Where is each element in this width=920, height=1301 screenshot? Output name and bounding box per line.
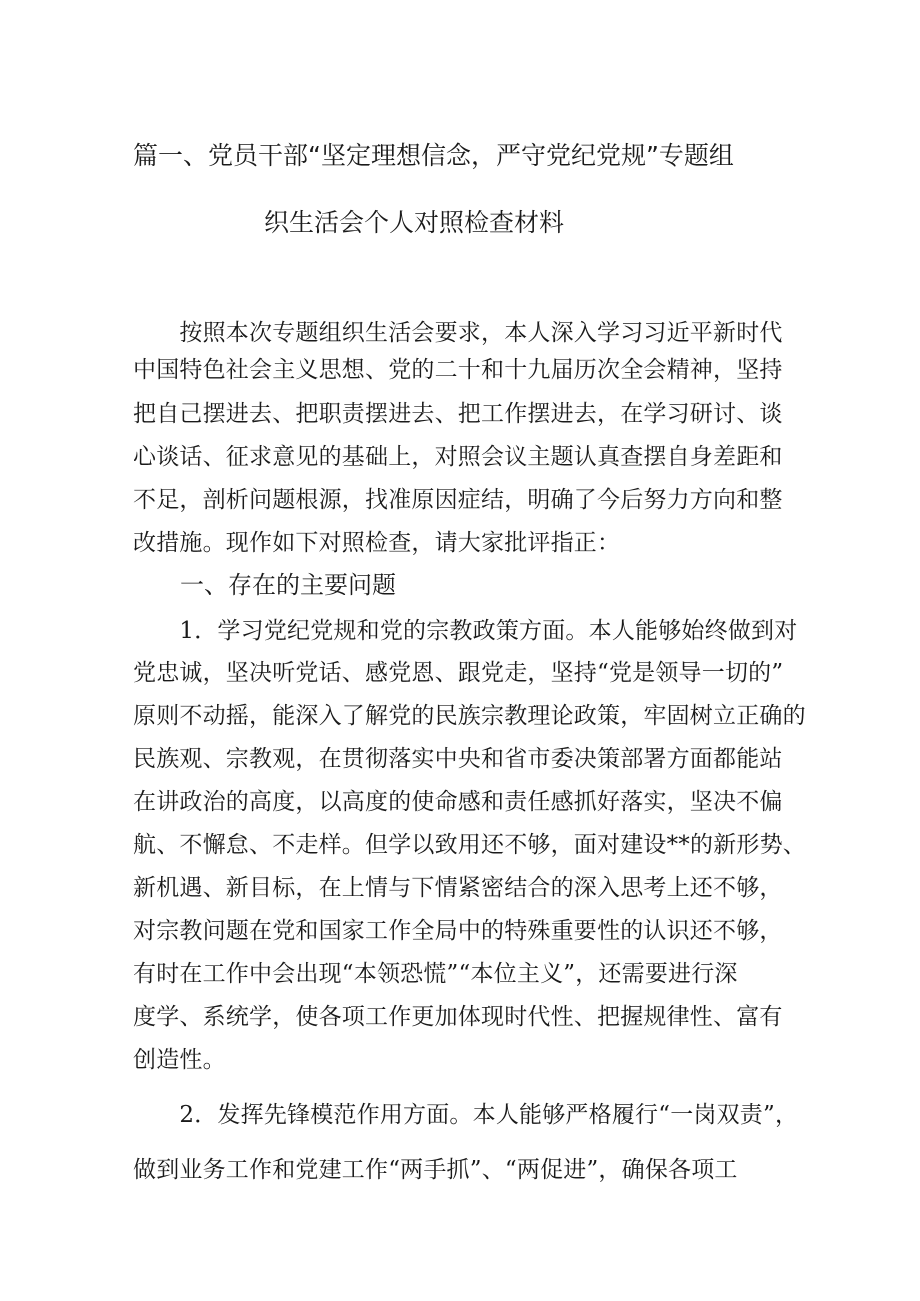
paragraph-line: 1．学习党纪党规和党的宗教政策方面。本人能够始终做到对: [133, 618, 798, 644]
document-title-line-1: 篇一、党员干部“坚定理想信念，严守党纪党规”专题组: [133, 141, 734, 170]
section-heading: 一、存在的主要问题: [180, 571, 396, 599]
paragraph-line: 新机遇、新目标，在上情与下情紧密结合的深入思考上还不够，: [133, 875, 783, 901]
paragraph-line: 度学、系统学，使各项工作更加体现时代性、把握规律性、富有: [133, 1004, 783, 1030]
paragraph-line: 有时在工作中会出现“本领恐慌”“本位主义”，还需要进行深: [133, 961, 738, 987]
paragraph-line: 航、不懈怠、不走样。但学以致用还不够，面对建设**的新形势、: [133, 832, 806, 858]
paragraph-line: 党忠诚，坚决听党话、感党恩、跟党走，坚持“党是领导一切的”: [133, 660, 784, 686]
intro-line: 按照本次专题组织生活会要求，本人深入学习习近平新时代: [133, 320, 783, 346]
paragraph-line: 对宗教问题在党和国家工作全局中的特殊重要性的认识还不够，: [133, 918, 783, 944]
intro-line: 改措施。现作如下对照检查，请大家批评指正：: [133, 530, 621, 556]
paragraph-line: 在讲政治的高度，以高度的使命感和责任感抓好落实，坚决不偏: [133, 789, 783, 815]
paragraph-line: 做到业务工作和党建工作“两手抓”、“两促进”，确保各项工: [133, 1157, 738, 1183]
paragraph-line: 2．发挥先锋模范作用方面。本人能够严格履行“一岗双责”，: [133, 1102, 799, 1128]
paragraph-line: 原则不动摇，能深入了解党的民族宗教理论政策，牢固树立正确的: [133, 703, 806, 729]
intro-line: 心谈话、征求意见的基础上，对照会议主题认真查摆自身差距和: [133, 444, 783, 470]
paragraph-line: 创造性。: [133, 1047, 226, 1073]
paragraph-line: 民族观、宗教观，在贯彻落实中央和省市委决策部署方面都能站: [133, 746, 783, 772]
document-title-line-2: 织生活会个人对照检查材料: [264, 208, 565, 237]
intro-line: 中国特色社会主义思想、党的二十和十九届历次全会精神，坚持: [133, 357, 783, 383]
intro-line: 不足，剖析问题根源，找准原因症结，明确了今后努力方向和整: [133, 487, 783, 513]
intro-line: 把自己摆进去、把职责摆进去、把工作摆进去，在学习研讨、谈: [133, 401, 783, 427]
